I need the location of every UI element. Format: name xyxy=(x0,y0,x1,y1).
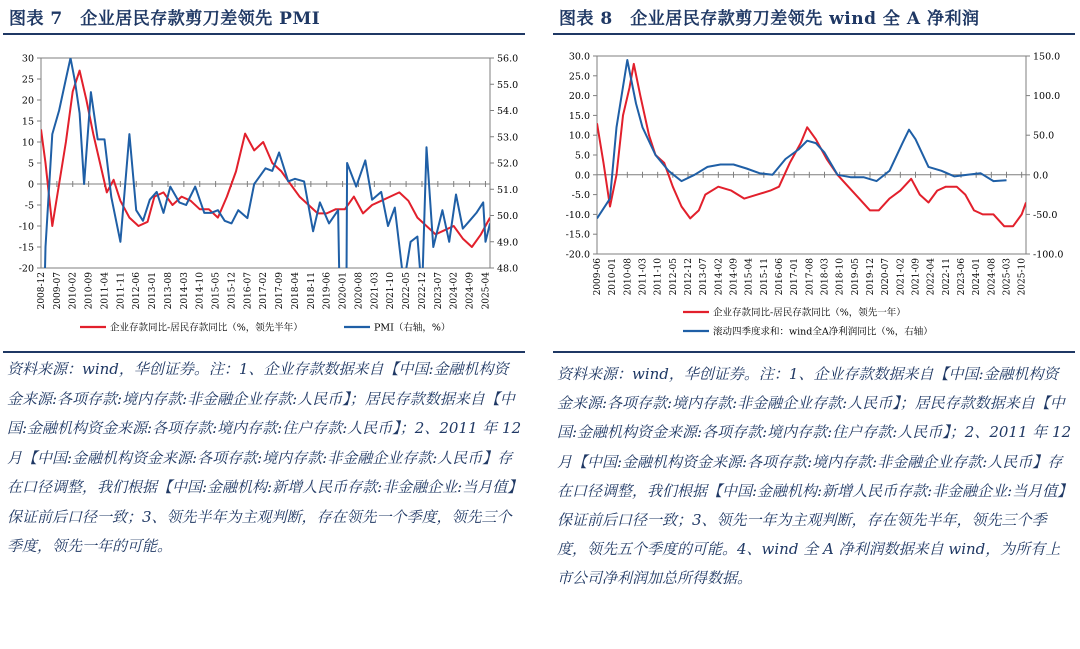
y-left-tick-label: -5.0 xyxy=(571,190,590,202)
x-tick-label: 2022-04 xyxy=(926,258,937,296)
x-tick-label: 2015-11 xyxy=(759,258,770,296)
y-right-tick-label: 54.0 xyxy=(497,106,519,117)
x-tick-label: 2023-06 xyxy=(957,258,967,296)
y-right-tick-label: 52.0 xyxy=(497,158,519,170)
x-tick-label: 2010-09 xyxy=(84,272,95,310)
y-right-tick-label: 50.0 xyxy=(497,211,519,222)
x-tick-label: 2024-08 xyxy=(987,258,998,296)
x-tick-label: 2016-07 xyxy=(243,272,254,310)
y-right-tick-label: 48.0 xyxy=(497,263,519,275)
y-left-tick-label: 5 xyxy=(27,158,34,170)
series-line-left xyxy=(597,64,1026,226)
x-tick-label: 2011-10 xyxy=(653,258,664,296)
x-tick-label: 2017-02 xyxy=(259,272,270,310)
figure-title: 图表 8 企业居民存款剪刀差领先 wind 全 A 净利润 xyxy=(559,9,980,29)
y-right-tick-label: 55.0 xyxy=(497,79,519,91)
title-divider xyxy=(3,33,525,35)
y-left-tick-label: 15.0 xyxy=(568,110,590,122)
x-tick-label: 2015-05 xyxy=(211,272,222,310)
y-left-tick-label: -20.0 xyxy=(565,249,590,261)
x-tick-label: 2014-03 xyxy=(179,272,190,310)
y-left-tick-label: 20.0 xyxy=(568,91,590,103)
x-tick-label: 2020-07 xyxy=(881,258,892,296)
y-left-tick-label: 30 xyxy=(21,53,34,65)
x-tick-label: 2019-05 xyxy=(850,258,861,296)
x-tick-label: 2023-07 xyxy=(433,272,444,310)
y-right-tick-label: 49.0 xyxy=(497,237,519,249)
x-tick-label: 2025-04 xyxy=(481,272,492,310)
x-tick-label: 2012-06 xyxy=(132,272,143,310)
figure-panel-7 xyxy=(3,0,527,649)
y-right-tick-label: -50.0 xyxy=(1033,209,1058,221)
plot-frame xyxy=(597,56,1026,254)
x-tick-label: 2017-01 xyxy=(790,258,801,296)
y-right-tick-label: 56.0 xyxy=(497,53,519,65)
x-tick-label: 2014-09 xyxy=(729,258,740,296)
x-tick-label: 2016-06 xyxy=(775,258,785,296)
x-tick-label: 2019-12 xyxy=(866,258,876,296)
x-tick-label: 2014-10 xyxy=(195,272,206,310)
x-tick-label: 2010-02 xyxy=(68,272,79,310)
legend-label: 滚动四季度求和：wind全A净利润同比（%，右轴） xyxy=(713,326,933,338)
y-left-tick-label: -15.0 xyxy=(565,229,590,241)
x-tick-label: 2011-04 xyxy=(100,272,111,310)
y-left-tick-label: 25.0 xyxy=(568,71,590,83)
x-tick-label: 2010-08 xyxy=(623,258,634,296)
y-right-tick-label: 150.0 xyxy=(1033,51,1061,63)
x-tick-label: 2024-01 xyxy=(972,258,983,296)
y-left-tick-label: 0.0 xyxy=(574,170,590,182)
x-tick-label: 2014-02 xyxy=(714,258,725,296)
x-tick-label: 2015-12 xyxy=(227,272,238,310)
x-tick-label: 2018-03 xyxy=(820,258,831,296)
y-right-tick-label: 51.0 xyxy=(497,184,519,196)
figure-panel-8 xyxy=(553,0,1077,649)
plot-frame xyxy=(41,58,490,268)
y-right-tick-label: 0.0 xyxy=(1033,170,1049,182)
x-tick-label: 2021-09 xyxy=(911,258,922,296)
y-left-tick-label: 10 xyxy=(21,137,34,149)
x-tick-label: 2012-12 xyxy=(684,258,694,296)
legend-label: 企业存款同比-居民存款同比（%，领先一年） xyxy=(713,307,906,319)
y-right-tick-label: 100.0 xyxy=(1033,91,1061,103)
x-tick-label: 2009-07 xyxy=(52,272,63,310)
legend-label: PMI（右轴，%） xyxy=(374,322,451,334)
chart-profit-lead xyxy=(553,36,1075,350)
x-tick-label: 2021-02 xyxy=(896,258,907,296)
x-tick-label: 2022-05 xyxy=(402,272,413,310)
x-tick-label: 2018-11 xyxy=(306,272,317,310)
source-divider xyxy=(553,351,1075,353)
x-tick-label: 2020-08 xyxy=(354,272,365,310)
y-left-tick-label: -10.0 xyxy=(565,209,590,221)
y-left-tick-label: 20 xyxy=(21,95,34,107)
source-note: 资料来源：wind，华创证券。注：1、企业存款数据来自【中国:金融机构资金来源:各项存款:境内存款:非金融企业存款:人民币】；居民存款数据来自【中国:金融机构资金来源:各项存款:境内存款:住户存款:人民币】；2、2011 年 12 月【中国:金融机构资金来源:各项存款:境内存款:非金融企业存款:人民币】存在口径调整，我们根据【中国:金融机构:新增人民币存款:非金融企业:当月值】保证前后口径一致；3、领先一年为主观判断，存在领先半年，领先三个季度，领先五个季度的可能。4、wind 全 A 净利润数据来自 wind，为所有上市公司净利润加总所得数据。 xyxy=(557,365,1073,588)
x-tick-label: 2025-03 xyxy=(1002,258,1013,296)
series-line-left xyxy=(41,71,490,247)
y-left-tick-label: 30.0 xyxy=(568,51,590,63)
y-right-tick-label: 53.0 xyxy=(497,132,519,144)
y-left-tick-label: 5.0 xyxy=(574,150,590,162)
chart-pmi-lead xyxy=(3,36,523,346)
x-tick-label: 2010-01 xyxy=(608,258,619,296)
y-right-tick-label: 50.0 xyxy=(1033,130,1055,142)
title-divider xyxy=(553,33,1075,35)
y-left-tick-label: 15 xyxy=(21,116,34,128)
x-tick-label: 2017-09 xyxy=(275,272,286,310)
source-divider xyxy=(3,351,525,353)
x-tick-label: 2024-09 xyxy=(465,272,476,310)
y-left-tick-label: -20 xyxy=(18,263,34,275)
x-tick-label: 2021-03 xyxy=(370,272,381,310)
x-tick-label: 2020-01 xyxy=(338,272,349,310)
figure-title: 图表 7 企业居民存款剪刀差领先 PMI xyxy=(9,9,321,29)
x-tick-label: 2018-10 xyxy=(835,258,846,296)
y-left-tick-label: 25 xyxy=(21,74,34,86)
x-tick-label: 2018-04 xyxy=(290,272,301,310)
y-left-tick-label: -15 xyxy=(18,242,34,254)
x-tick-label: 2022-12 xyxy=(417,272,428,310)
x-tick-label: 2009-06 xyxy=(593,258,603,296)
y-left-tick-label: 10.0 xyxy=(568,130,590,142)
x-tick-label: 2012-05 xyxy=(668,258,679,296)
x-tick-label: 2011-03 xyxy=(638,258,649,296)
x-tick-label: 2013-07 xyxy=(699,258,710,296)
x-tick-label: 2015-04 xyxy=(744,258,755,296)
x-tick-label: 2019-06 xyxy=(322,272,333,310)
y-left-tick-label: -5 xyxy=(24,200,34,212)
x-tick-label: 2024-02 xyxy=(449,272,460,310)
x-tick-label: 2008-12 xyxy=(37,272,47,310)
x-tick-label: 2022-11 xyxy=(941,258,952,296)
x-tick-label: 2013-01 xyxy=(148,272,159,310)
x-tick-label: 2017-08 xyxy=(805,258,816,296)
x-tick-label: 2013-08 xyxy=(163,272,174,310)
source-note: 资料来源：wind，华创证券。注：1、企业存款数据来自【中国:金融机构资金来源:各项存款:境内存款:非金融企业存款:人民币】；居民存款数据来自【中国:金融机构资金来源:各项存款:境内存款:住户存款:人民币】；2、2011 年 12 月【中国:金融机构资金来源:各项存款:境内存款:非金融企业存款:人民币】存在口径调整，我们根据【中国:金融机构:新增人民币存款:非金融企业:当月值】保证前后口径一致；3、领先半年为主观判断，存在领先一个季度，领先三个季度，领先一年的可能。 xyxy=(7,360,523,555)
x-tick-label: 2021-10 xyxy=(386,272,397,310)
legend-label: 企业存款同比-居民存款同比（%，领先半年） xyxy=(110,322,303,334)
y-left-tick-label: -10 xyxy=(18,221,34,233)
x-tick-label: 2025-10 xyxy=(1017,258,1028,296)
x-tick-label: 2011-11 xyxy=(116,272,127,310)
y-left-tick-label: 0 xyxy=(27,179,34,191)
y-right-tick-label: -100.0 xyxy=(1033,249,1064,261)
